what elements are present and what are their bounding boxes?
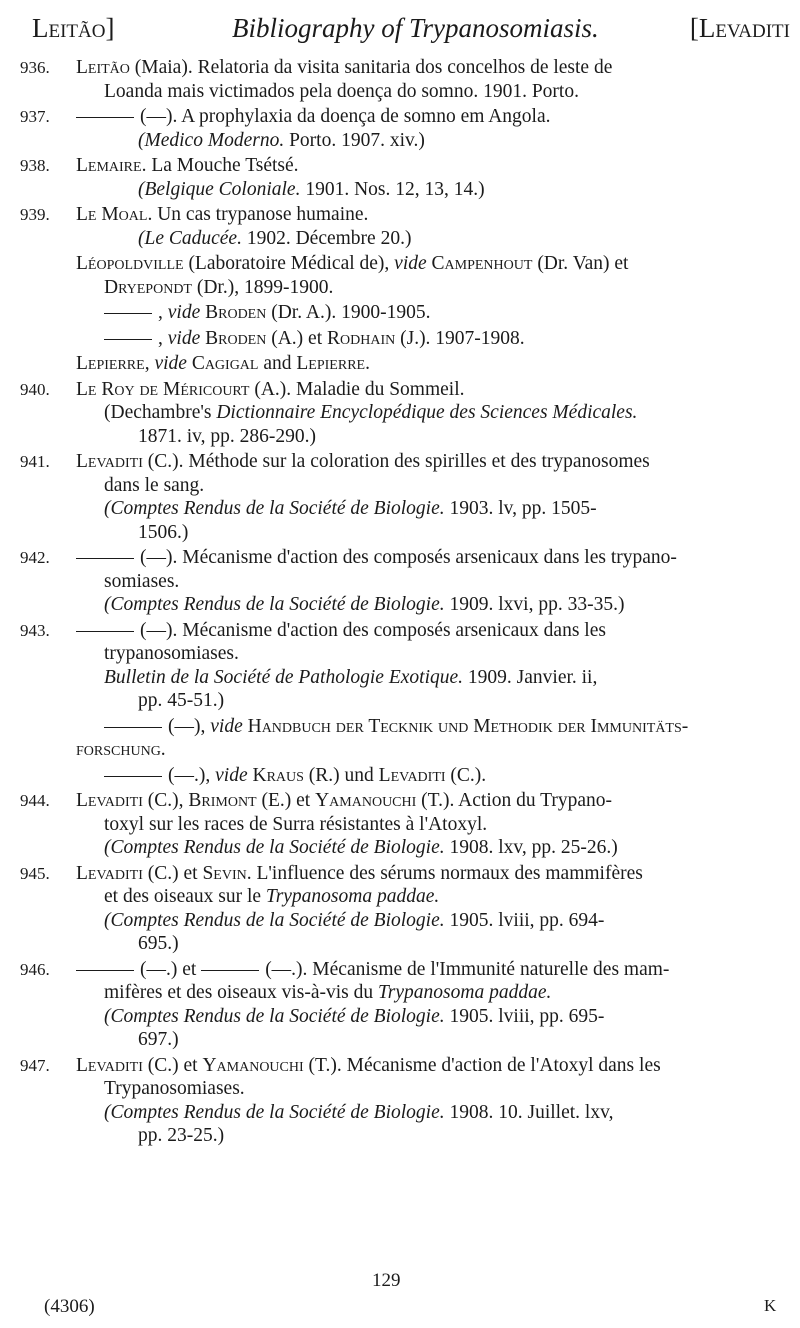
journal-name: (Belgique Coloniale. — [138, 178, 301, 200]
vide-ref: vide — [394, 253, 427, 274]
entry-number: 937. — [20, 107, 50, 126]
species-name: Trypanosoma paddae. — [378, 982, 552, 1003]
author: Léopoldville — [76, 253, 184, 274]
citation: 1908. 10. Juillet. lxv, — [444, 1101, 614, 1123]
title-text: (R.) und — [303, 764, 379, 786]
vide-ref: vide — [210, 715, 243, 737]
author: Levaditi — [76, 862, 143, 884]
vide-ref: vide — [215, 764, 248, 786]
entry-number: 944. — [20, 791, 50, 810]
ditto-dash — [104, 727, 162, 728]
author: Levaditi — [76, 1054, 143, 1076]
cross-ref-name: Cagigal — [186, 353, 259, 374]
ditto-dash — [104, 776, 162, 777]
header-title: Bibliography of Trypanosomiasis. — [232, 13, 599, 43]
ditto-dash — [76, 970, 134, 971]
entry-947 — [20, 1054, 792, 1148]
citation: 1506.) — [138, 521, 189, 543]
title-continuation: mifères et des oiseaux vis-à-vis du — [104, 982, 379, 1003]
author: Yamanouchi — [315, 790, 417, 811]
entry-number: 936. — [20, 58, 50, 77]
ditto-dash — [201, 970, 259, 971]
citation: 697.) — [138, 1029, 179, 1050]
journal-name: Dictionnaire Encyclopédique des Sciences Médicales. — [216, 402, 638, 423]
title-text: (A.). Maladie du Sommeil. — [249, 378, 465, 400]
author: Lepierre, — [76, 353, 150, 374]
entry-944 — [20, 789, 792, 860]
journal-name: (Comptes Rendus de la Société de Biologie. — [104, 594, 445, 615]
title-text: (Maia). Relatoria da visita sanitaria dos concelhos de leste de — [129, 57, 613, 78]
entry-list — [20, 56, 792, 1150]
entry-number: 940. — [20, 379, 50, 399]
title-continuation: Trypanosomiases. — [104, 1078, 245, 1099]
journal-name: (Comptes Rendus de la Société de Biologie. — [104, 909, 445, 931]
citation: 1902. Décembre 20.) — [241, 227, 412, 249]
ditto-dash — [76, 631, 134, 632]
title-text: (—). Mécanisme d'action des composés arsenicaux dans les trypano- — [140, 547, 677, 568]
title-text: Un cas trypanose humaine. — [152, 204, 369, 225]
author: Sevin. — [202, 862, 252, 884]
journal-name: Bulletin de la Société de Pathologie Exotique. — [104, 666, 464, 688]
citation: 1908. lxv, pp. 25-26.) — [444, 837, 618, 858]
citation: 1905. lviii, pp. 695- — [444, 1005, 605, 1027]
separator: , — [158, 302, 168, 323]
entry-number: 946. — [20, 959, 50, 979]
entry-levaditi-kraus — [20, 764, 792, 788]
entry-number: 945. — [20, 863, 50, 883]
title-text: (A.) et — [266, 327, 327, 349]
ditto-dash — [104, 339, 152, 340]
citation: 695.) — [138, 933, 179, 954]
entry-number: 938. — [20, 156, 50, 175]
author: Levaditi — [76, 451, 143, 472]
title-continuation: Loanda mais victimados pela doença do somno. 1901. Porto. — [104, 80, 579, 102]
cross-ref-name: Handbuch der Tecknik und Methodik der Immunitäts- — [242, 715, 689, 737]
citation: (C.). — [445, 764, 487, 786]
title-text: (T.). Action du Trypano- — [416, 790, 613, 811]
citation: (Dr.), 1899-1900. — [191, 276, 334, 298]
journal-name: (Comptes Rendus de la Société de Biologie. — [104, 1101, 445, 1123]
entry-945 — [20, 862, 792, 956]
header-left: Leitão] — [32, 13, 115, 43]
ditto-dash — [104, 313, 152, 314]
title-text: (—.), — [168, 764, 216, 786]
entry-939 — [20, 203, 792, 250]
entry-levaditi-handbuch — [20, 715, 792, 762]
citation: 1871. iv, pp. 286-290.) — [138, 425, 317, 447]
entry-leopoldville — [20, 252, 792, 299]
title-text: (—). A prophylaxia da doença de somno em Angola. — [140, 106, 551, 127]
author: Le Moal. — [76, 204, 153, 225]
title-text: (Laboratoire Médical de), — [183, 253, 395, 274]
citation: 1905. lviii, pp. 694- — [444, 909, 605, 931]
entry-number: 939. — [20, 205, 50, 224]
title-continuation: somiases. — [104, 570, 180, 592]
title-text: (C.). Méthode sur la coloration des spirilles et des trypanosomes — [142, 451, 650, 472]
page-number: 129 — [372, 1270, 401, 1291]
title-text: (Dr. Van) et — [532, 253, 629, 274]
citation: pp. 23-25.) — [138, 1125, 225, 1146]
author: Levaditi — [76, 790, 143, 811]
title-text: (—.). Mécanisme de l'Immunité naturelle des mam- — [265, 958, 670, 980]
title-continuation: dans le sang. — [104, 474, 205, 496]
citation: Porto. 1907. xiv.) — [284, 129, 425, 151]
citation: pp. 45-51.) — [138, 690, 225, 711]
citation: 1903. lv, pp. 1505- — [444, 498, 597, 519]
gathering-mark: K — [764, 1296, 777, 1315]
entry-938 — [20, 154, 792, 201]
entry-lepierre — [20, 352, 792, 376]
title-text: L'influence des sérums normaux des mammifères — [251, 862, 643, 884]
journal-name: (Le Caducée. — [138, 227, 242, 249]
entry-946 — [20, 958, 792, 1052]
author: Leitão — [76, 57, 130, 78]
separator: , — [158, 327, 168, 349]
cross-ref-name: Kraus — [247, 764, 304, 786]
entry-943 — [20, 619, 792, 713]
citation: 1909. Janvier. ii, — [463, 666, 598, 688]
page-footer — [0, 1270, 800, 1326]
vide-ref: vide — [149, 353, 187, 374]
header-right: [Levaditi — [689, 13, 790, 43]
title-continuation: trypanosomiases. — [104, 643, 239, 664]
journal-name: (Comptes Rendus de la Société de Biologie. — [104, 498, 445, 519]
title-continuation: forschung. — [76, 739, 166, 760]
entry-number: 943. — [20, 620, 50, 640]
citation: 1901. Nos. 12, 13, 14.) — [300, 178, 485, 200]
journal-name: (Medico Moderno. — [138, 129, 285, 151]
citation: (Dechambre's — [104, 402, 217, 423]
running-header — [32, 8, 790, 48]
species-name: Trypanosoma paddae. — [265, 886, 440, 907]
author: Le Roy de Méricourt — [76, 378, 250, 400]
entry-leopoldville-broden — [20, 301, 792, 325]
author: Yamanouchi — [202, 1054, 304, 1076]
ditto-dash — [76, 558, 134, 559]
title-text: (—). Mécanisme d'action des composés arsenicaux dans les — [140, 619, 606, 641]
title-text: (E.) et — [256, 790, 316, 811]
cross-ref-name: Broden — [200, 302, 267, 323]
entry-number: 947. — [20, 1055, 50, 1075]
title-text: (—), — [168, 715, 211, 737]
title-text: (C.), — [142, 790, 189, 811]
title-text: (—.) et — [140, 958, 202, 980]
cross-ref-name: Rodhain — [327, 327, 396, 349]
title-continuation: et des oiseaux sur le — [104, 886, 266, 907]
entry-936 — [20, 56, 792, 103]
title-text: (C.) et — [142, 862, 203, 884]
cross-ref-name: Dryepondt — [104, 276, 192, 298]
printer-signature: (4306) — [44, 1296, 95, 1317]
entry-942 — [20, 546, 792, 617]
title-continuation: toxyl sur les races de Surra résistantes à l'Atoxyl. — [104, 813, 488, 835]
citation: 1909. lxvi, pp. 33-35.) — [444, 594, 625, 615]
citation: (J.). 1907-1908. — [395, 327, 525, 349]
entry-leopoldville-broden-rodhain — [20, 327, 792, 351]
entry-941 — [20, 450, 792, 544]
vide-ref: vide — [167, 327, 201, 349]
ditto-dash — [76, 117, 134, 118]
journal-name: (Comptes Rendus de la Société de Biologie. — [104, 837, 445, 858]
cross-ref-name: Lepierre. — [296, 353, 370, 374]
journal-name: (Comptes Rendus de la Société de Biologie. — [104, 1005, 445, 1027]
author: Lemaire. — [76, 155, 147, 176]
title-text: La Mouche Tsétsé. — [146, 155, 299, 176]
entry-937 — [20, 105, 792, 152]
author: Brimont — [188, 790, 257, 811]
title-text: and — [258, 353, 297, 374]
cross-ref-name: Campenhout — [426, 253, 533, 274]
title-text: (C.) et — [142, 1054, 203, 1076]
entry-number: 941. — [20, 452, 50, 471]
vide-ref: vide — [167, 302, 201, 323]
entry-number: 942. — [20, 548, 50, 567]
entry-940 — [20, 378, 792, 449]
citation: (Dr. A.). 1900-1905. — [266, 302, 431, 323]
cross-ref-name: Levaditi — [378, 764, 446, 786]
cross-ref-name: Broden — [200, 327, 267, 349]
title-text: (T.). Mécanisme d'action de l'Atoxyl dans les — [303, 1054, 661, 1076]
